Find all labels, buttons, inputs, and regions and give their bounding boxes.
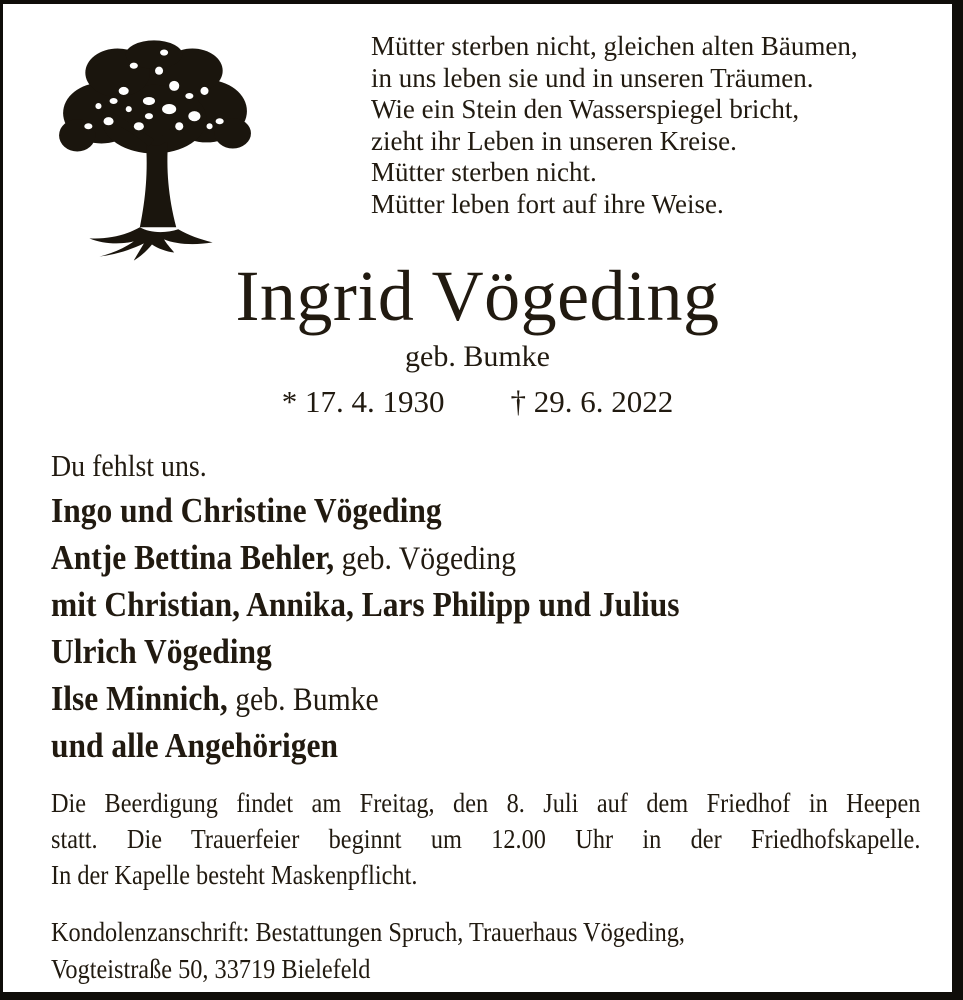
deceased-name: Ingrid Vögeding — [235, 256, 720, 336]
funeral-line: Die Beerdigung findet am Freitag, den 8. Juli auf dem Friedhof in Heepen — [51, 788, 921, 818]
mourner-line: und alle Angehörigen — [51, 726, 339, 765]
tree-icon — [53, 30, 255, 268]
birth-date: * 17. 4. 1930 — [281, 384, 445, 419]
funeral-details — [51, 785, 920, 893]
poem-line: in uns leben sie und in unseren Träumen. — [371, 62, 814, 93]
memorial-poem — [371, 31, 858, 220]
funeral-line: statt. Die Trauerfeier beginnt um 12.00 Uhr in der Friedhofskapelle. — [51, 824, 921, 854]
maiden-name: geb. Bumke — [405, 340, 550, 373]
mourners-list — [51, 488, 960, 770]
condolence-line: Kondolenzanschrift: Bestattungen Spruch, Trauerhaus Vögeding, — [51, 917, 685, 947]
poem-line: Mütter sterben nicht. — [371, 157, 597, 187]
condolence-line: Vogteistraße 50, 33719 Bielefeld — [51, 953, 371, 984]
mourner-line: Antje Bettina Behler, geb. Vögeding — [51, 538, 516, 577]
poem-line: Mütter leben fort auf ihre Weise. — [371, 188, 724, 219]
life-dates — [3, 384, 952, 420]
mourner-line: Ingo und Christine Vögeding — [51, 491, 442, 530]
farewell-line: Du fehlst uns. — [51, 448, 207, 483]
mourner-line: Ilse Minnich, geb. Bumke — [51, 679, 379, 718]
mourner-line: mit Christian, Annika, Lars Philipp und Julius — [51, 585, 680, 624]
poem-line: zieht ihr Leben in unseren Kreise. — [371, 125, 737, 156]
death-date: † 29. 6. 2022 — [510, 384, 674, 419]
funeral-line: In der Kapelle besteht Maskenpflicht. — [51, 860, 418, 890]
condolence-address — [51, 914, 920, 987]
mourner-line: Ulrich Vögeding — [51, 632, 272, 671]
poem-line: Wie ein Stein den Wasserspiegel bricht, — [371, 94, 800, 124]
poem-line: Mütter sterben nicht, gleichen alten Bäumen, — [371, 31, 858, 61]
